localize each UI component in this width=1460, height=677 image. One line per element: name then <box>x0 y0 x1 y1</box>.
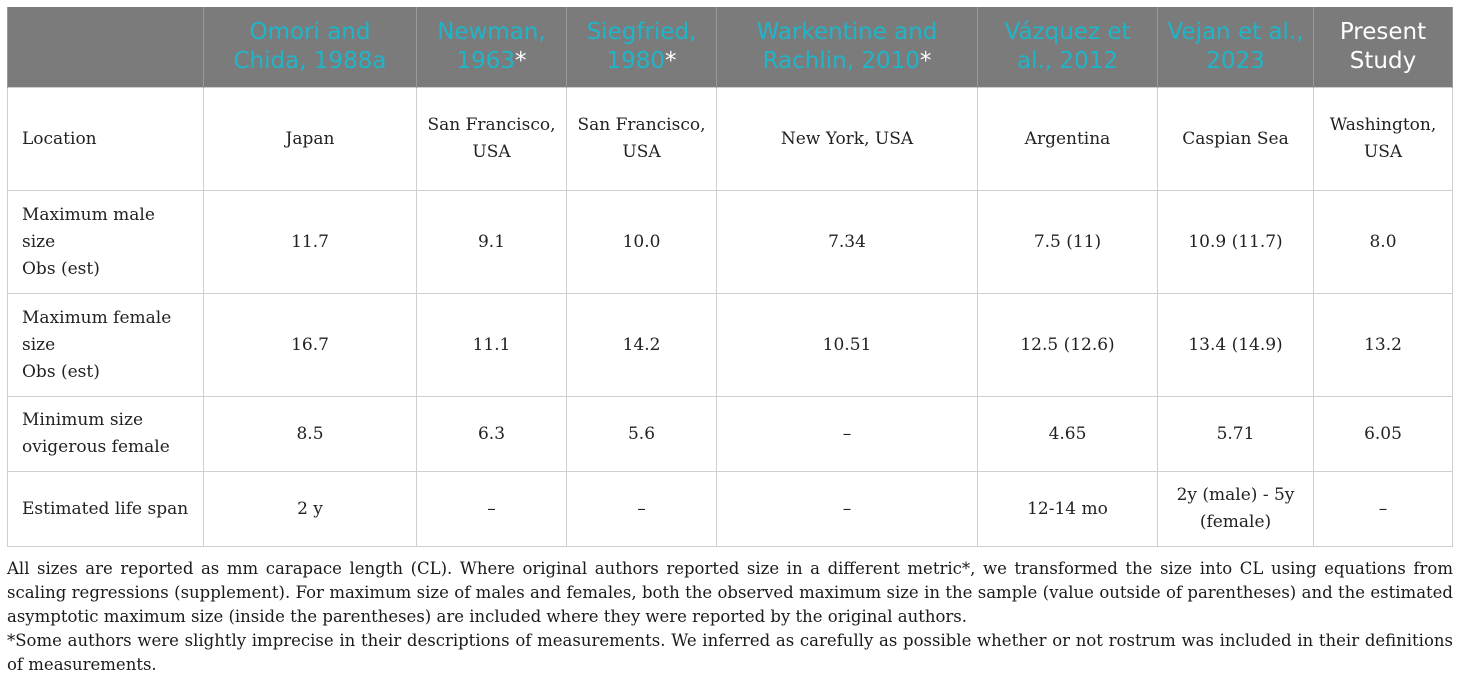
table-cell: 5.71 <box>1158 397 1314 472</box>
row-label <box>8 397 204 472</box>
row-label-line: Maximum female <box>22 307 172 328</box>
comparison-table <box>7 7 1453 547</box>
asterisk-marker: * <box>515 48 527 74</box>
header-link[interactable]: Vejan et al., 2023 <box>1167 19 1304 74</box>
table-cell: 6.3 <box>417 397 567 472</box>
row-label: Estimated life span <box>8 472 204 547</box>
asterisk-marker: * <box>919 48 932 74</box>
table-cell: – <box>717 397 978 472</box>
table-cell: 11.1 <box>417 294 567 397</box>
table-row-life-span <box>8 472 1453 547</box>
header-label: Present Study <box>1339 19 1427 74</box>
header-cell-empty <box>8 7 204 88</box>
table-cell: – <box>717 472 978 547</box>
row-label <box>8 294 204 397</box>
table-row-max-male-size <box>8 191 1453 294</box>
table-cell: New York, USA <box>717 88 978 191</box>
table-cell: Japan <box>204 88 417 191</box>
table-row-location <box>8 88 1453 191</box>
header-cell-newman[interactable] <box>417 7 567 88</box>
table-cell: Argentina <box>978 88 1158 191</box>
table-cell: 2y (male) - 5y (female) <box>1158 472 1314 547</box>
asterisk-marker: * <box>665 48 677 74</box>
header-link[interactable]: Omori and Chida, 1988a <box>233 19 387 74</box>
table-cell: 13.2 <box>1314 294 1453 397</box>
header-cell-present-study <box>1314 7 1453 88</box>
row-label: Location <box>8 88 204 191</box>
row-label-line: Minimum size <box>22 410 144 430</box>
table-cell: 13.4 (14.9) <box>1158 294 1314 397</box>
header-link[interactable]: Vázquez et al., 2012 <box>1004 19 1131 74</box>
table-notes <box>7 557 1453 677</box>
table-cell: Washington, USA <box>1314 88 1453 191</box>
table-cell: 6.05 <box>1314 397 1453 472</box>
table-note-main: All sizes are reported as mm carapace length (CL). Where original authors reported size in a different metric*, we transformed the size into CL using equations from scaling regressions (supplement). For maximum size of males and females, both the observed maximum size in the sample (value outside of parentheses) and the estimated asymptotic maximum size (inside the parentheses) are included where they were reported by the original authors. <box>7 559 1453 626</box>
header-link[interactable]: Siegfried, 1980 <box>586 19 697 74</box>
data-table-container <box>7 7 1452 547</box>
table-cell: 8.5 <box>204 397 417 472</box>
table-cell: – <box>417 472 567 547</box>
table-cell: 16.7 <box>204 294 417 397</box>
table-cell: 12.5 (12.6) <box>978 294 1158 397</box>
table-cell: 7.34 <box>717 191 978 294</box>
table-cell: Caspian Sea <box>1158 88 1314 191</box>
table-cell: 10.0 <box>567 191 717 294</box>
row-label-line: Maximum male <box>22 204 155 225</box>
table-footnote: *Some authors were slightly imprecise in their descriptions of measurements. We inferred as carefully as possible whether or not rostrum was included in their definitions of measurements. <box>7 631 1453 674</box>
header-cell-omori-chida[interactable] <box>204 7 417 88</box>
table-cell: 10.51 <box>717 294 978 397</box>
table-cell: 10.9 (11.7) <box>1158 191 1314 294</box>
table-cell: 8.0 <box>1314 191 1453 294</box>
table-cell: – <box>567 472 717 547</box>
header-link[interactable]: Newman, 1963 <box>437 19 546 74</box>
row-label-line: ovigerous female <box>22 437 170 457</box>
table-cell: 7.5 (11) <box>978 191 1158 294</box>
row-label-line: Obs (est) <box>22 258 100 279</box>
table-row-min-size-ovigerous <box>8 397 1453 472</box>
header-cell-vejan[interactable] <box>1158 7 1314 88</box>
table-cell: San Francisco, USA <box>567 88 717 191</box>
header-cell-warkentine-rachlin[interactable] <box>717 7 978 88</box>
table-cell: 5.6 <box>567 397 717 472</box>
table-cell: 9.1 <box>417 191 567 294</box>
table-cell: San Francisco, USA <box>417 88 567 191</box>
row-label <box>8 191 204 294</box>
row-label-line: size <box>22 231 56 252</box>
header-cell-siegfried[interactable] <box>567 7 717 88</box>
table-cell: 14.2 <box>567 294 717 397</box>
table-cell: 11.7 <box>204 191 417 294</box>
header-cell-vazquez[interactable] <box>978 7 1158 88</box>
row-label-line: size <box>22 334 56 355</box>
table-row-max-female-size <box>8 294 1453 397</box>
header-link[interactable]: Warkentine and Rachlin, 2010 <box>756 19 938 74</box>
table-cell: 2 y <box>204 472 417 547</box>
row-label-line: Obs (est) <box>22 361 100 382</box>
table-cell: 12-14 mo <box>978 472 1158 547</box>
table-header-row <box>8 7 1453 88</box>
table-cell: 4.65 <box>978 397 1158 472</box>
table-cell: – <box>1314 472 1453 547</box>
